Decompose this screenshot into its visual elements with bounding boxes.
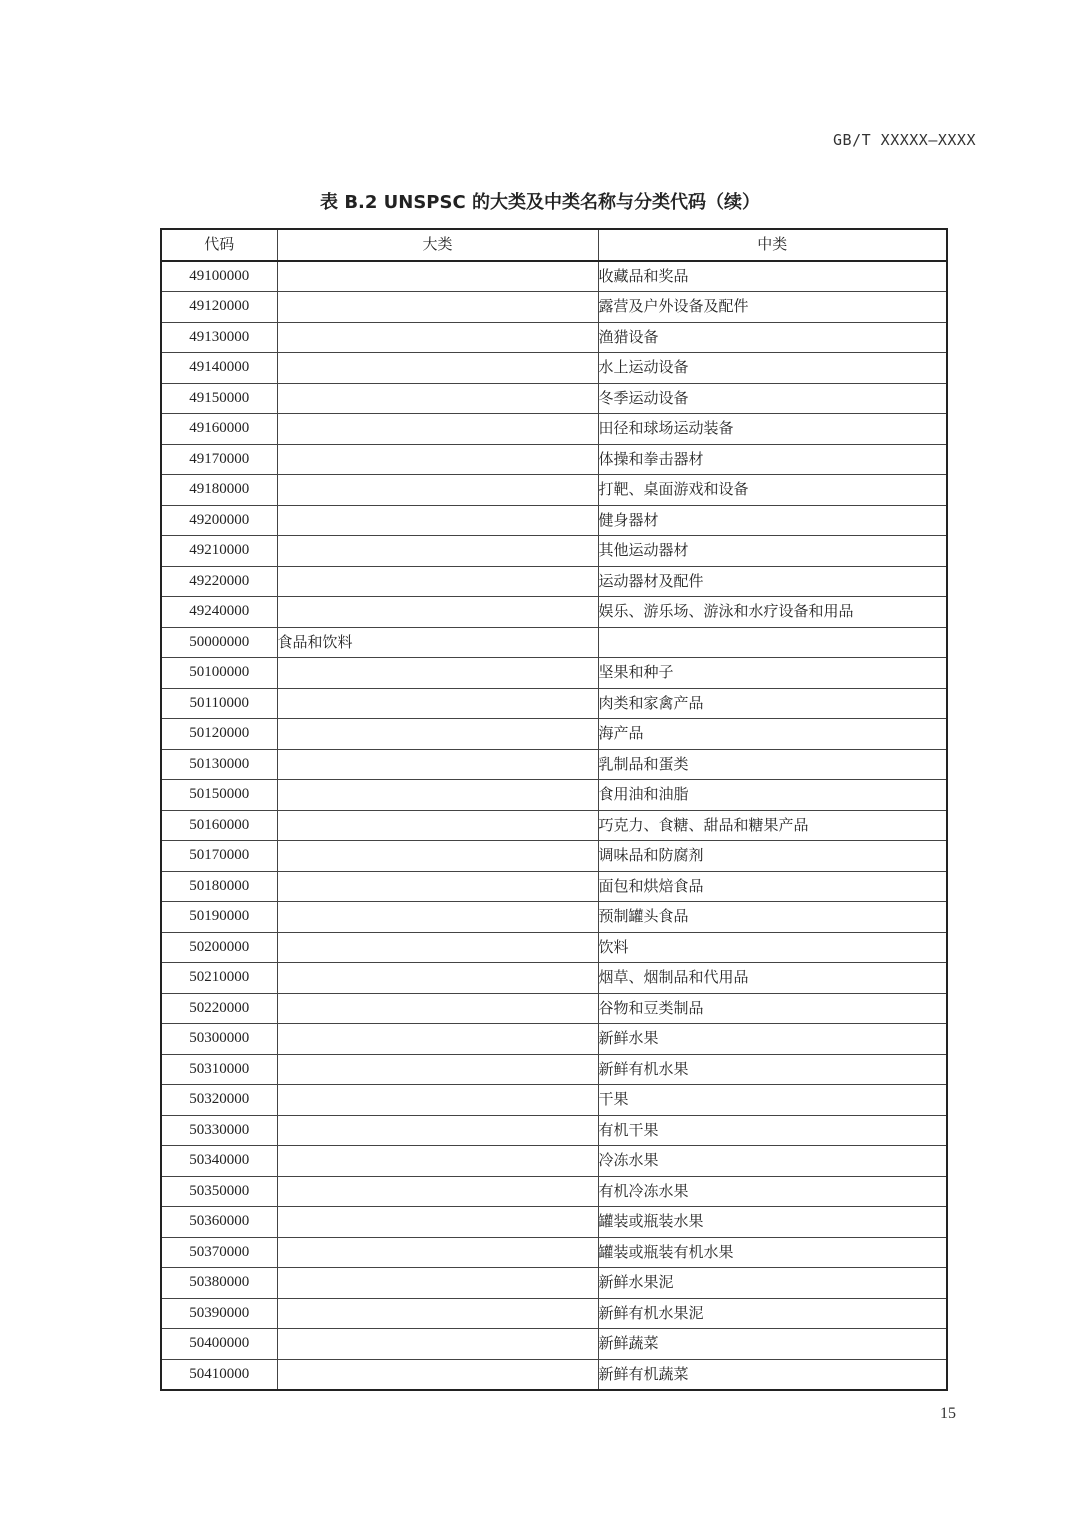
middle-category-cell: 预制罐头食品 bbox=[598, 902, 947, 933]
table-row bbox=[161, 1359, 947, 1390]
table-row bbox=[161, 841, 947, 872]
middle-category-cell: 饮料 bbox=[598, 932, 947, 963]
code-cell: 50180000 bbox=[161, 871, 277, 902]
middle-category-cell: 面包和烘焙食品 bbox=[598, 871, 947, 902]
major-category-cell bbox=[277, 1054, 598, 1085]
table-row bbox=[161, 993, 947, 1024]
table-row bbox=[161, 1054, 947, 1085]
major-category-cell bbox=[277, 383, 598, 414]
major-category-cell bbox=[277, 475, 598, 506]
code-cell: 50100000 bbox=[161, 658, 277, 689]
code-cell: 50220000 bbox=[161, 993, 277, 1024]
code-cell: 49220000 bbox=[161, 566, 277, 597]
code-cell: 50160000 bbox=[161, 810, 277, 841]
major-category-cell bbox=[277, 1268, 598, 1299]
table-row bbox=[161, 1146, 947, 1177]
middle-category-cell bbox=[598, 627, 947, 658]
middle-category-cell: 罐装或瓶装水果 bbox=[598, 1207, 947, 1238]
table-row bbox=[161, 566, 947, 597]
middle-category-cell: 冷冻水果 bbox=[598, 1146, 947, 1177]
code-cell: 50150000 bbox=[161, 780, 277, 811]
table-row bbox=[161, 1207, 947, 1238]
major-category-cell bbox=[277, 1298, 598, 1329]
table-row bbox=[161, 688, 947, 719]
major-category-cell bbox=[277, 1207, 598, 1238]
major-category-cell bbox=[277, 1329, 598, 1360]
code-cell: 50190000 bbox=[161, 902, 277, 933]
table-row bbox=[161, 597, 947, 628]
table-row bbox=[161, 1024, 947, 1055]
column-header-code: 代码 bbox=[161, 229, 277, 261]
table-row bbox=[161, 871, 947, 902]
table-row bbox=[161, 261, 947, 292]
middle-category-cell: 新鲜蔬菜 bbox=[598, 1329, 947, 1360]
major-category-cell bbox=[277, 871, 598, 902]
code-cell: 50300000 bbox=[161, 1024, 277, 1055]
middle-category-cell: 健身器材 bbox=[598, 505, 947, 536]
major-category-cell bbox=[277, 993, 598, 1024]
middle-category-cell: 新鲜有机水果泥 bbox=[598, 1298, 947, 1329]
middle-category-cell: 新鲜水果泥 bbox=[598, 1268, 947, 1299]
table-row bbox=[161, 444, 947, 475]
middle-category-cell: 体操和拳击器材 bbox=[598, 444, 947, 475]
major-category-cell bbox=[277, 1359, 598, 1390]
major-category-cell bbox=[277, 810, 598, 841]
code-cell: 49210000 bbox=[161, 536, 277, 567]
major-category-cell bbox=[277, 1146, 598, 1177]
middle-category-cell: 其他运动器材 bbox=[598, 536, 947, 567]
table-row bbox=[161, 536, 947, 567]
middle-category-cell: 新鲜有机蔬菜 bbox=[598, 1359, 947, 1390]
table-row bbox=[161, 627, 947, 658]
code-cell: 49240000 bbox=[161, 597, 277, 628]
code-cell: 50360000 bbox=[161, 1207, 277, 1238]
code-cell: 50130000 bbox=[161, 749, 277, 780]
major-category-cell bbox=[277, 963, 598, 994]
code-cell: 50170000 bbox=[161, 841, 277, 872]
major-category-cell bbox=[277, 902, 598, 933]
middle-category-cell: 打靶、桌面游戏和设备 bbox=[598, 475, 947, 506]
major-category-cell bbox=[277, 841, 598, 872]
code-cell: 49150000 bbox=[161, 383, 277, 414]
major-category-cell bbox=[277, 597, 598, 628]
middle-category-cell: 谷物和豆类制品 bbox=[598, 993, 947, 1024]
major-category-cell bbox=[277, 780, 598, 811]
code-cell: 49160000 bbox=[161, 414, 277, 445]
table-row bbox=[161, 932, 947, 963]
table-title: 表 B.2 UNSPSC 的大类及中类名称与分类代码（续） bbox=[320, 192, 760, 213]
middle-category-cell: 娱乐、游乐场、游泳和水疗设备和用品 bbox=[598, 597, 947, 628]
middle-category-cell: 坚果和种子 bbox=[598, 658, 947, 689]
column-header-major: 大类 bbox=[277, 229, 598, 261]
table-row bbox=[161, 1298, 947, 1329]
code-cell: 49100000 bbox=[161, 261, 277, 292]
major-category-cell bbox=[277, 1176, 598, 1207]
table-row bbox=[161, 1329, 947, 1360]
middle-category-cell: 肉类和家禽产品 bbox=[598, 688, 947, 719]
middle-category-cell: 收藏品和奖品 bbox=[598, 261, 947, 292]
code-cell: 50330000 bbox=[161, 1115, 277, 1146]
table-row bbox=[161, 810, 947, 841]
column-header-middle: 中类 bbox=[598, 229, 947, 261]
major-category-cell bbox=[277, 353, 598, 384]
code-cell: 49180000 bbox=[161, 475, 277, 506]
major-category-cell bbox=[277, 322, 598, 353]
table-row bbox=[161, 658, 947, 689]
table-row bbox=[161, 1268, 947, 1299]
major-category-cell bbox=[277, 749, 598, 780]
table-row bbox=[161, 902, 947, 933]
table-row bbox=[161, 963, 947, 994]
code-cell: 49130000 bbox=[161, 322, 277, 353]
major-category-cell: 食品和饮料 bbox=[277, 627, 598, 658]
table-row bbox=[161, 292, 947, 323]
table-row bbox=[161, 414, 947, 445]
middle-category-cell: 冬季运动设备 bbox=[598, 383, 947, 414]
middle-category-cell: 有机冷冻水果 bbox=[598, 1176, 947, 1207]
table-row bbox=[161, 383, 947, 414]
middle-category-cell: 巧克力、食糖、甜品和糖果产品 bbox=[598, 810, 947, 841]
major-category-cell bbox=[277, 688, 598, 719]
table-row bbox=[161, 1176, 947, 1207]
code-cell: 50400000 bbox=[161, 1329, 277, 1360]
major-category-cell bbox=[277, 1115, 598, 1146]
table-row bbox=[161, 1237, 947, 1268]
major-category-cell bbox=[277, 658, 598, 689]
code-cell: 50120000 bbox=[161, 719, 277, 750]
code-cell: 49120000 bbox=[161, 292, 277, 323]
standard-code: GB/T XXXXX—XXXX bbox=[833, 131, 976, 149]
table-row bbox=[161, 719, 947, 750]
major-category-cell bbox=[277, 932, 598, 963]
table-row bbox=[161, 780, 947, 811]
major-category-cell bbox=[277, 1024, 598, 1055]
middle-category-cell: 乳制品和蛋类 bbox=[598, 749, 947, 780]
major-category-cell bbox=[277, 566, 598, 597]
middle-category-cell: 运动器材及配件 bbox=[598, 566, 947, 597]
major-category-cell bbox=[277, 261, 598, 292]
major-category-cell bbox=[277, 444, 598, 475]
middle-category-cell: 渔猎设备 bbox=[598, 322, 947, 353]
major-category-cell bbox=[277, 719, 598, 750]
table-row bbox=[161, 749, 947, 780]
middle-category-cell: 田径和球场运动装备 bbox=[598, 414, 947, 445]
code-cell: 50370000 bbox=[161, 1237, 277, 1268]
code-cell: 50000000 bbox=[161, 627, 277, 658]
middle-category-cell: 海产品 bbox=[598, 719, 947, 750]
table-header-row bbox=[161, 229, 947, 261]
table-row bbox=[161, 1115, 947, 1146]
code-cell: 50390000 bbox=[161, 1298, 277, 1329]
major-category-cell bbox=[277, 536, 598, 567]
middle-category-cell: 露营及户外设备及配件 bbox=[598, 292, 947, 323]
middle-category-cell: 食用油和油脂 bbox=[598, 780, 947, 811]
code-cell: 49170000 bbox=[161, 444, 277, 475]
middle-category-cell: 新鲜水果 bbox=[598, 1024, 947, 1055]
table-body bbox=[161, 261, 947, 1391]
major-category-cell bbox=[277, 1085, 598, 1116]
table-row bbox=[161, 505, 947, 536]
major-category-cell bbox=[277, 292, 598, 323]
middle-category-cell: 有机干果 bbox=[598, 1115, 947, 1146]
code-cell: 50200000 bbox=[161, 932, 277, 963]
table-row bbox=[161, 322, 947, 353]
code-cell: 50350000 bbox=[161, 1176, 277, 1207]
code-cell: 50310000 bbox=[161, 1054, 277, 1085]
code-cell: 50210000 bbox=[161, 963, 277, 994]
page-number: 15 bbox=[940, 1405, 956, 1422]
table-row bbox=[161, 1085, 947, 1116]
classification-table bbox=[160, 228, 948, 1391]
table-row bbox=[161, 353, 947, 384]
middle-category-cell: 水上运动设备 bbox=[598, 353, 947, 384]
middle-category-cell: 罐装或瓶装有机水果 bbox=[598, 1237, 947, 1268]
code-cell: 50320000 bbox=[161, 1085, 277, 1116]
code-cell: 49200000 bbox=[161, 505, 277, 536]
code-cell: 50340000 bbox=[161, 1146, 277, 1177]
middle-category-cell: 干果 bbox=[598, 1085, 947, 1116]
table-row bbox=[161, 475, 947, 506]
major-category-cell bbox=[277, 505, 598, 536]
code-cell: 50410000 bbox=[161, 1359, 277, 1390]
middle-category-cell: 新鲜有机水果 bbox=[598, 1054, 947, 1085]
code-cell: 50110000 bbox=[161, 688, 277, 719]
middle-category-cell: 烟草、烟制品和代用品 bbox=[598, 963, 947, 994]
code-cell: 50380000 bbox=[161, 1268, 277, 1299]
middle-category-cell: 调味品和防腐剂 bbox=[598, 841, 947, 872]
major-category-cell bbox=[277, 1237, 598, 1268]
code-cell: 49140000 bbox=[161, 353, 277, 384]
major-category-cell bbox=[277, 414, 598, 445]
